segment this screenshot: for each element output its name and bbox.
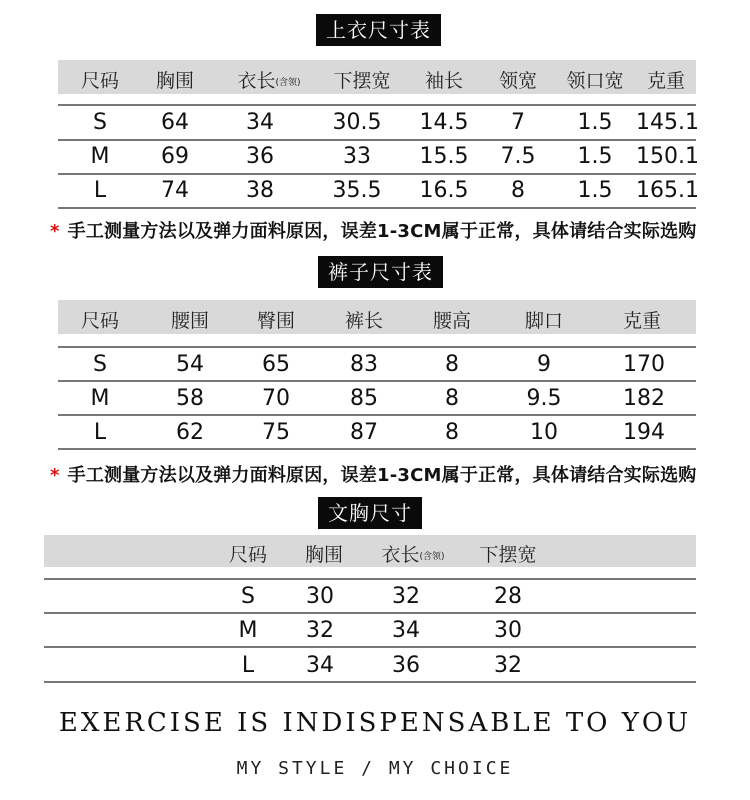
cell: 65: [262, 352, 290, 377]
bra-header-length-suffix: (含领): [419, 552, 445, 562]
cell: 85: [350, 386, 378, 411]
cell: 7: [511, 110, 525, 135]
top-header-collar: 领宽: [498, 70, 537, 92]
cell: 33: [343, 144, 371, 169]
bra-header-length: 衣长(含领): [381, 544, 445, 566]
cell: 16.5: [419, 178, 469, 203]
bra-table-title: 文胸尺寸: [318, 497, 422, 529]
pants-divider: [58, 346, 696, 348]
cell: 182: [623, 386, 665, 411]
cell: 9.5: [526, 386, 562, 411]
top-header-hem: 下摆宽: [333, 70, 391, 92]
bra-header-size: 尺码: [228, 544, 267, 566]
top-header-sleeve: 袖长: [424, 70, 463, 92]
cell: 1.5: [577, 178, 613, 203]
cell: 34: [306, 653, 334, 678]
cell: 1.5: [577, 110, 613, 135]
cell: 62: [176, 420, 204, 445]
asterisk-icon: *: [50, 465, 60, 486]
cell: 30: [306, 584, 334, 609]
pants-divider: [58, 414, 696, 416]
pants-header-hem: 脚口: [524, 310, 563, 332]
cell: 54: [176, 352, 204, 377]
cell: M: [238, 618, 258, 643]
cell: S: [93, 110, 107, 135]
bra-divider: [44, 612, 696, 614]
cell: 64: [161, 110, 189, 135]
cell: 15.5: [419, 144, 469, 169]
cell: 32: [392, 584, 420, 609]
cell: 8: [445, 386, 459, 411]
cell: 36: [246, 144, 274, 169]
cell: M: [90, 386, 110, 411]
top-divider: [58, 207, 696, 209]
bra-divider: [44, 646, 696, 648]
pants-note-text: 手工测量方法以及弹力面料原因，误差1-3CM属于正常，具体请结合实际选购: [67, 465, 697, 486]
cell: 170: [623, 352, 665, 377]
top-divider: [58, 173, 696, 175]
pants-divider: [58, 380, 696, 382]
top-table-title: 上衣尺寸表: [316, 14, 441, 46]
top-note-text: 手工测量方法以及弹力面料原因，误差1-3CM属于正常，具体请结合实际选购: [67, 221, 697, 242]
cell: 145.1: [636, 110, 699, 135]
pants-header-waist: 腰围: [170, 310, 209, 332]
cell: S: [241, 584, 255, 609]
pants-header-hip: 臀围: [256, 310, 295, 332]
top-divider: [58, 104, 696, 106]
cell: S: [93, 352, 107, 377]
cell: 8: [511, 178, 525, 203]
bra-header-hem: 下摆宽: [479, 544, 537, 566]
pants-note: [50, 461, 696, 487]
cell: 30: [494, 618, 522, 643]
cell: M: [90, 144, 110, 169]
cell: 36: [392, 653, 420, 678]
pants-table-title: 裤子尺寸表: [318, 256, 443, 288]
bra-header-chest: 胸围: [304, 544, 343, 566]
top-header-weight: 克重: [646, 70, 685, 92]
cell: 34: [246, 110, 274, 135]
top-header-size: 尺码: [80, 70, 119, 92]
pants-header-weight: 克重: [622, 310, 661, 332]
asterisk-icon: *: [50, 221, 60, 242]
pants-divider: [58, 448, 696, 450]
cell: L: [241, 653, 255, 678]
tagline: MY STYLE / MY CHOICE: [236, 758, 514, 779]
pants-header-rise: 腰高: [432, 310, 471, 332]
cell: 8: [445, 352, 459, 377]
cell: 74: [161, 178, 189, 203]
pants-header-length: 裤长: [344, 310, 383, 332]
pants-header-size: 尺码: [80, 310, 119, 332]
cell: 150.1: [636, 144, 699, 169]
top-header-length: 衣长(含领): [237, 70, 301, 92]
cell: 7.5: [500, 144, 536, 169]
top-header-chest: 胸围: [155, 70, 194, 92]
top-header-neckline: 领口宽: [566, 70, 624, 92]
cell: 9: [537, 352, 551, 377]
bra-divider: [44, 681, 696, 683]
cell: 70: [262, 386, 290, 411]
cell: 1.5: [577, 144, 613, 169]
cell: L: [93, 178, 107, 203]
top-divider: [58, 139, 696, 141]
cell: 38: [246, 178, 274, 203]
cell: 75: [262, 420, 290, 445]
cell: 34: [392, 618, 420, 643]
cell: 28: [494, 584, 522, 609]
cell: 83: [350, 352, 378, 377]
cell: 32: [306, 618, 334, 643]
cell: 30.5: [332, 110, 382, 135]
bra-divider: [44, 578, 696, 580]
cell: 165.1: [636, 178, 699, 203]
cell: 58: [176, 386, 204, 411]
cell: 8: [445, 420, 459, 445]
cell: 194: [623, 420, 665, 445]
cell: 87: [350, 420, 378, 445]
slogan: EXERCISE IS INDISPENSABLE TO YOU: [58, 708, 692, 738]
cell: 32: [494, 653, 522, 678]
cell: 35.5: [332, 178, 382, 203]
cell: 14.5: [419, 110, 469, 135]
top-header-length-suffix: (含领): [275, 78, 301, 88]
top-note: [50, 217, 696, 243]
cell: 69: [161, 144, 189, 169]
cell: 10: [530, 420, 558, 445]
cell: L: [93, 420, 107, 445]
